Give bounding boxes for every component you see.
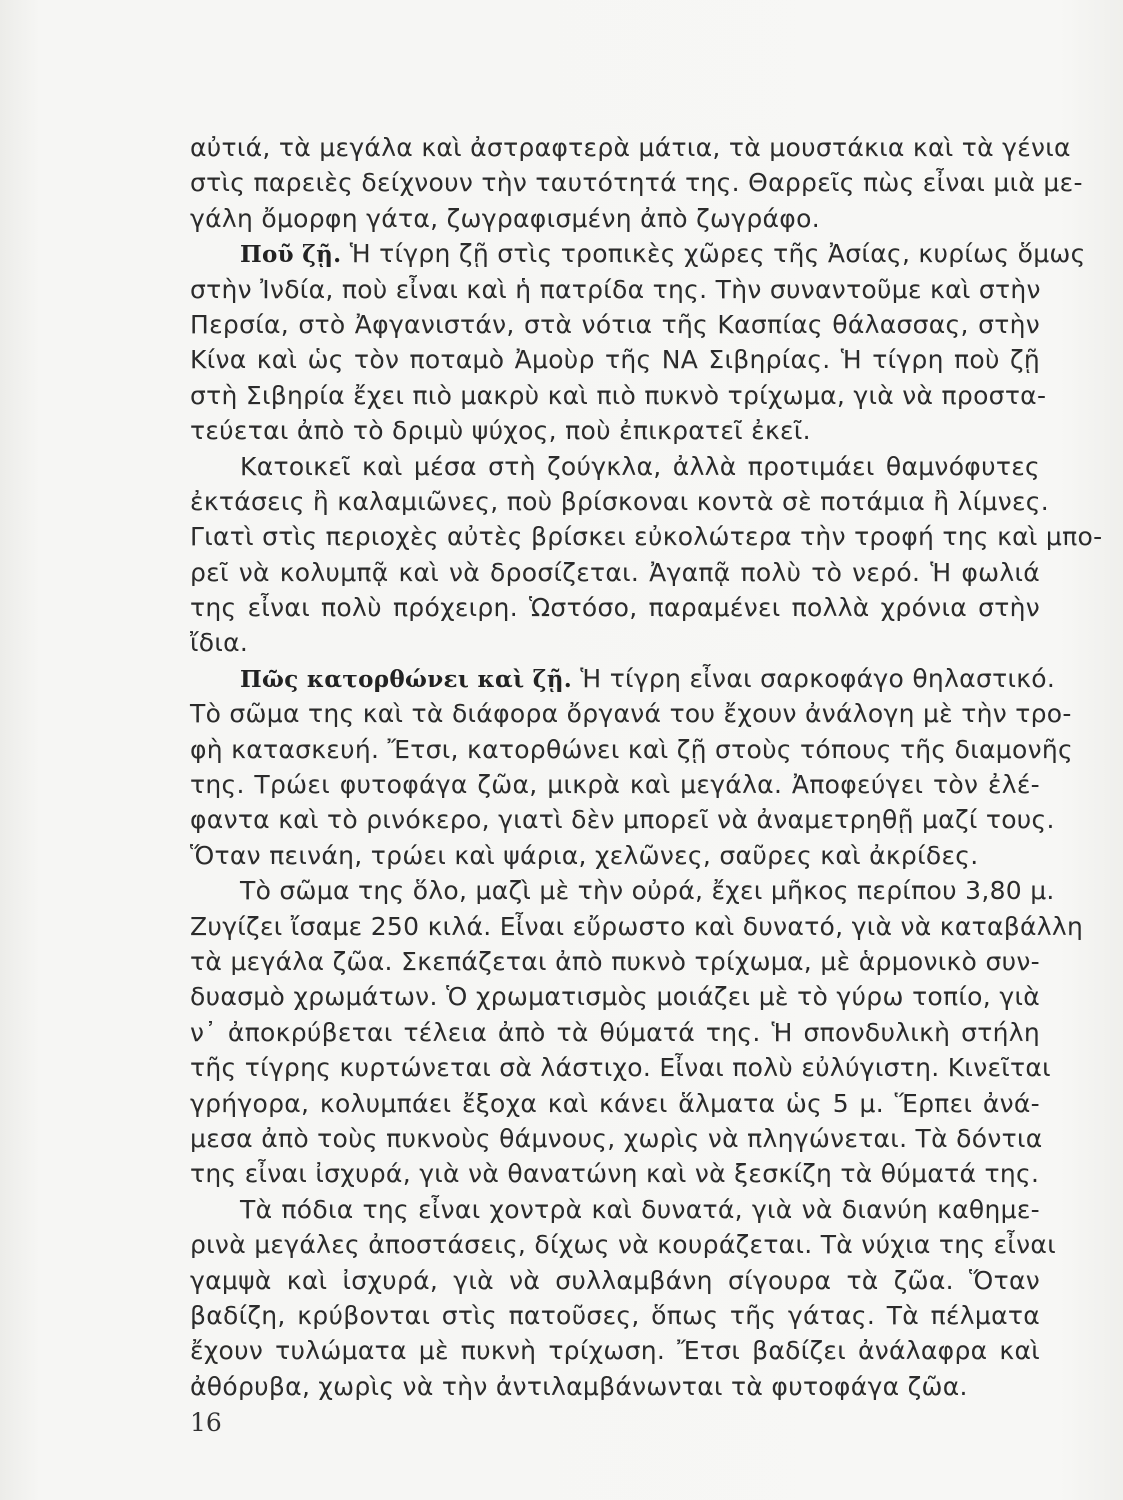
text-line: φὴ κατασκευή. Ἔτσι, κατορθώνει καὶ ζῇ στοὺς τόπους τῆς διαμονῆς bbox=[190, 734, 1073, 764]
text-line: Τὰ πόδια της εἶναι χοντρὰ καὶ δυνατά, γιὰ νὰ διανύη καθημε- bbox=[240, 1194, 1040, 1224]
text-line: ἔχουν τυλώματα μὲ πυκνὴ τρίχωση. Ἔτσι βαδίζει ἀνάλαφρα καὶ bbox=[190, 1336, 1040, 1366]
text-line: Ζυγίζει ἴσαμε 250 κιλά. Εἶναι εὔρωστο καὶ δυνατό, γιὰ νὰ καταβάλλη bbox=[190, 911, 1084, 941]
text-line bbox=[190, 661, 1056, 696]
text-line: Τὸ σῶμα της ὅλο, μαζὶ μὲ τὴν οὐρά, ἔχει μῆκος περίπου 3,80 μ. bbox=[240, 876, 1055, 906]
section-heading-how-it-survives: Πῶς κατορθώνει καὶ ζῇ. bbox=[240, 665, 573, 693]
text-line: ρινὰ μεγάλες ἀποστάσεις, δίχως νὰ κουράζεται. Τὰ νύχια της εἶναι bbox=[190, 1230, 1056, 1260]
text-line: στὶς παρειὲς δείχνουν τὴν ταυτότητά της. Θαρρεῖς πὼς εἶναι μιὰ με- bbox=[190, 168, 1083, 198]
text-line: της. Τρώει φυτοφάγα ζῶα, μικρὰ καὶ μεγάλα. Ἀποφεύγει τὸν ἐλέ- bbox=[190, 770, 1040, 800]
text-line: της εἶναι πολὺ πρόχειρη. Ὡστόσο, παραμένει πολλὰ χρόνια στὴν bbox=[190, 593, 1040, 623]
text-line: τὰ μεγάλα ζῶα. Σκεπάζεται ἀπὸ πυκνὸ τρίχωμα, μὲ ἁρμονικὸ συν- bbox=[190, 946, 1040, 976]
text-line bbox=[190, 236, 1086, 271]
text-line: γάλη ὄμορφη γάτα, ζωγραφισμένη ἀπὸ ζωγράφο. bbox=[190, 203, 820, 233]
text-line: Γιατὶ στὶς περιοχὲς αὐτὲς βρίσκει εὐκολώτερα τὴν τροφή της καὶ μπο- bbox=[190, 522, 1103, 552]
line-text: Ἡ τίγρη εἶναι σαρκοφάγο θηλαστικό. bbox=[572, 663, 1056, 693]
text-line: Κατοικεῖ καὶ μέσα στὴ ζούγκλα, ἀλλὰ προτιμάει θαμνόφυτες bbox=[240, 451, 1040, 481]
text-line: ἐκτάσεις ἢ καλαμιῶνες, ποὺ βρίσκοναι κοντὰ σὲ ποτάμια ἢ λίμνες. bbox=[190, 486, 1049, 516]
section-heading-where-it-lives: Ποῦ ζῇ. bbox=[240, 241, 342, 269]
page-number: 16 bbox=[190, 1408, 222, 1437]
text-line: τῆς τίγρης κυρτώνεται σὰ λάστιχο. Εἶναι πολὺ εὐλύγιστη. Κινεῖται bbox=[190, 1053, 1051, 1083]
text-line: Ὅταν πεινάη, τρώει καὶ ψάρια, χελῶνες, σαῦρες καὶ ἀκρίδες. bbox=[190, 840, 979, 870]
text-line: της εἶναι ἰσχυρά, γιὰ νὰ θανατώνη καὶ νὰ ξεσκίζη τὰ θύματά της. bbox=[190, 1159, 1040, 1189]
text-line: Τὸ σῶμα της καὶ τὰ διάφορα ὄργανά του ἔχουν ἀνάλογη μὲ τὴν τρο- bbox=[190, 699, 1072, 729]
text-line: ἴδια. bbox=[190, 628, 249, 658]
text-line: Κίνα καὶ ὡς τὸν ποταμὸ Ἀμοὺρ τῆς ΝΑ Σιβηρίας. Ἡ τίγρη ποὺ ζῇ bbox=[190, 345, 1040, 375]
line-text: Ἡ τίγρη ζῇ στὶς τροπικὲς χῶρες τῆς Ἀσίας, κυρίως ὅμως bbox=[341, 239, 1086, 269]
text-line: γαμψὰ καὶ ἰσχυρά, γιὰ νὰ συλλαμβάνη σίγουρα τὰ ζῶα. Ὅταν bbox=[190, 1265, 1040, 1295]
text-line: στὴν Ἰνδία, ποὺ εἶναι καὶ ἡ πατρίδα της. Τὴν συναντοῦμε καὶ στὴν bbox=[190, 274, 1041, 304]
text-line: Περσία, στὸ Ἀφγανιστάν, στὰ νότια τῆς Κασπίας θάλασσας, στὴν bbox=[190, 309, 1040, 339]
text-line: μεσα ἀπὸ τοὺς πυκνοὺς θάμνους, χωρὶς νὰ πληγώνεται. Τὰ δόντια bbox=[190, 1123, 1043, 1153]
text-line: δυασμὸ χρωμάτων. Ὁ χρωματισμὸς μοιάζει μὲ τὸ γύρω τοπίο, γιὰ bbox=[190, 982, 1040, 1012]
text-line: φαντα καὶ τὸ ρινόκερο, γιατὶ δὲν μπορεῖ νὰ ἀναμετρηθῇ μαζί τους. bbox=[190, 805, 1055, 835]
text-line: ἀθόρυβα, χωρὶς νὰ τὴν ἀντιλαμβάνωνται τὰ φυτοφάγα ζῶα. bbox=[190, 1371, 968, 1401]
text-line: ν᾽ ἀποκρύβεται τέλεια ἀπὸ τὰ θύματά της. Ἡ σπονδυλικὴ στήλη bbox=[190, 1017, 1040, 1047]
text-line: στὴ Σιβηρία ἔχει πιὸ μακρὺ καὶ πιὸ πυκνὸ τρίχωμα, γιὰ νὰ προστα- bbox=[190, 380, 1047, 410]
text-line: βαδίζη, κρύβονται στὶς πατοῦσες, ὅπως τῆς γάτας. Τὰ πέλματα bbox=[190, 1300, 1040, 1330]
body-text bbox=[190, 130, 1103, 1404]
text-line: γρήγορα, κολυμπάει ἔξοχα καὶ κάνει ἅλματα ὡς 5 μ. Ἕρπει ἀνά- bbox=[190, 1088, 1040, 1118]
text-line: τεύεται ἀπὸ τὸ δριμὺ ψύχος, ποὺ ἐπικρατεῖ ἐκεῖ. bbox=[190, 416, 811, 446]
text-line: ρεῖ νὰ κολυμπᾷ καὶ νὰ δροσίζεται. Ἀγαπᾷ πολὺ τὸ νερό. Ἡ φωλιά bbox=[190, 557, 1040, 587]
text-line: αὐτιά, τὰ μεγάλα καὶ ἀστραφτερὰ μάτια, τὰ μουστάκια καὶ τὰ γένια bbox=[190, 133, 1071, 162]
